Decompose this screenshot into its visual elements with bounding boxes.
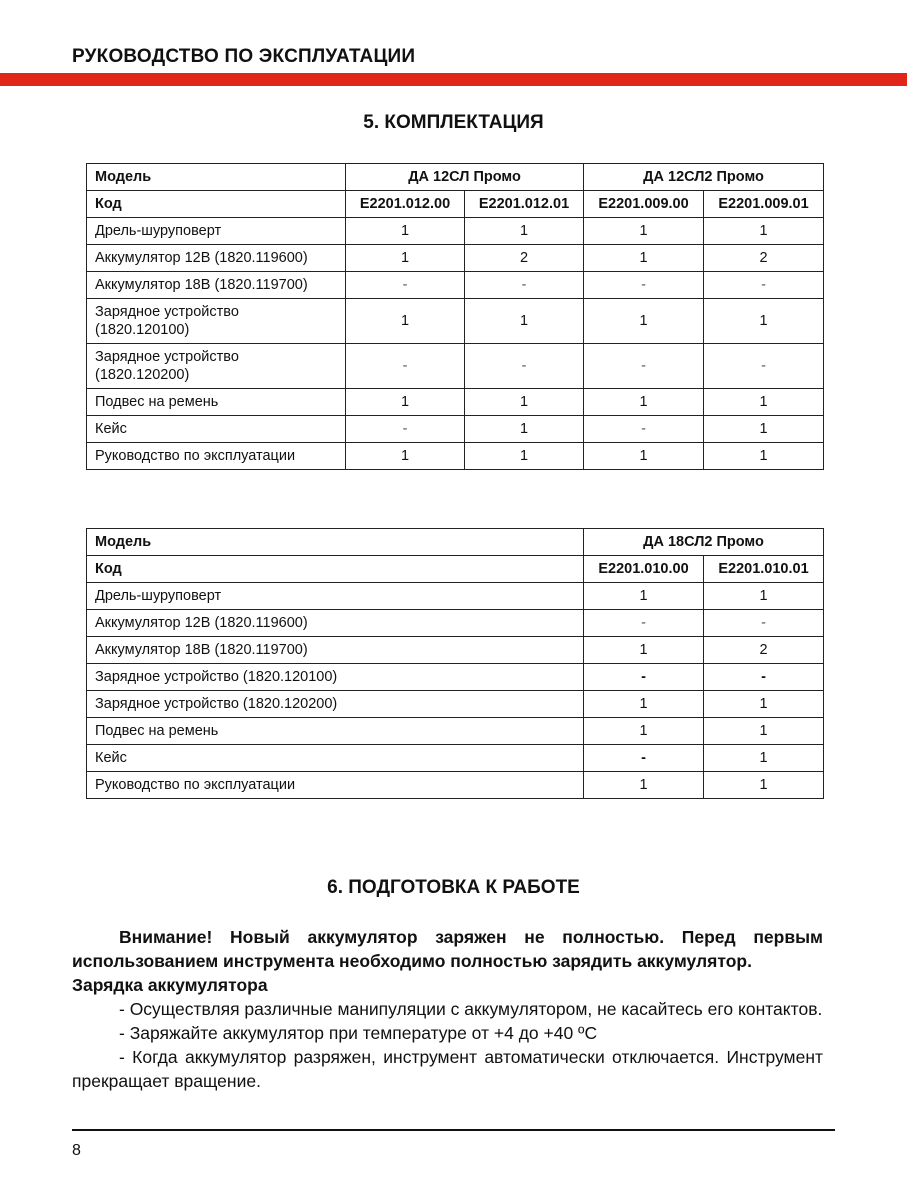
qty-cell: 1 bbox=[465, 389, 584, 416]
item-name: Зарядное устройство (1820.120100) bbox=[87, 299, 346, 344]
header-red-bar bbox=[0, 73, 907, 86]
qty-cell: 1 bbox=[346, 218, 465, 245]
qty-cell: 1 bbox=[584, 245, 704, 272]
section-5-title: 5. КОМПЛЕКТАЦИЯ bbox=[363, 112, 544, 133]
item-name: Подвес на ремень bbox=[87, 718, 584, 745]
qty-cell: - bbox=[346, 344, 465, 389]
qty-cell: 1 bbox=[704, 583, 824, 610]
item-name: Руководство по эксплуатации bbox=[87, 443, 346, 470]
table-row bbox=[87, 416, 824, 443]
qty-cell: 1 bbox=[465, 218, 584, 245]
qty-cell: - bbox=[704, 610, 824, 637]
qty-cell: - bbox=[584, 664, 704, 691]
qty-cell: - bbox=[584, 416, 704, 443]
table-row bbox=[87, 443, 824, 470]
qty-cell: 1 bbox=[584, 443, 704, 470]
item-name: Дрель-шуруповерт bbox=[87, 583, 584, 610]
item-name: Дрель-шуруповерт bbox=[87, 218, 346, 245]
table-row bbox=[87, 664, 824, 691]
table-row bbox=[87, 218, 824, 245]
qty-cell: - bbox=[584, 344, 704, 389]
qty-cell: 1 bbox=[704, 218, 824, 245]
table-row bbox=[87, 164, 824, 191]
footer-divider bbox=[72, 1129, 835, 1131]
document-header-title: РУКОВОДСТВО ПО ЭКСПЛУАТАЦИИ bbox=[72, 46, 416, 67]
qty-cell: 1 bbox=[584, 299, 704, 344]
item-name: Кейс bbox=[87, 416, 346, 443]
model-label: Модель bbox=[87, 529, 584, 556]
table-row bbox=[87, 610, 824, 637]
code-cell: E2201.009.01 bbox=[704, 191, 824, 218]
warning-paragraph: Внимание! Новый аккумулятор заряжен не полностью. Перед первым использованием инструмента необходимо полностью зарядить аккумулятор. bbox=[72, 927, 823, 971]
table-row bbox=[87, 637, 824, 664]
model-label: Модель bbox=[87, 164, 346, 191]
table-row bbox=[87, 299, 824, 344]
qty-cell: 1 bbox=[584, 389, 704, 416]
instruction-item: - Заряжайте аккумулятор при температуре от +4 до +40 ºС bbox=[119, 1023, 598, 1043]
item-name: Кейс bbox=[87, 745, 584, 772]
table-row bbox=[87, 245, 824, 272]
qty-cell: - bbox=[346, 272, 465, 299]
qty-cell: - bbox=[584, 272, 704, 299]
table-row bbox=[87, 745, 824, 772]
qty-cell: 1 bbox=[465, 443, 584, 470]
qty-cell: 1 bbox=[704, 745, 824, 772]
qty-cell: - bbox=[346, 416, 465, 443]
qty-cell: 1 bbox=[465, 416, 584, 443]
item-name: Зарядное устройство (1820.120200) bbox=[87, 344, 346, 389]
qty-cell: - bbox=[704, 664, 824, 691]
table-row bbox=[87, 556, 824, 583]
model-name: ДА 18СЛ2 Промо bbox=[584, 529, 824, 556]
qty-cell: - bbox=[704, 344, 824, 389]
table-row bbox=[87, 344, 824, 389]
table-row bbox=[87, 529, 824, 556]
item-name: Руководство по эксплуатации bbox=[87, 772, 584, 799]
qty-cell: 2 bbox=[704, 637, 824, 664]
item-name: Подвес на ремень bbox=[87, 389, 346, 416]
table-row bbox=[87, 691, 824, 718]
code-cell: E2201.009.00 bbox=[584, 191, 704, 218]
qty-cell: 1 bbox=[465, 299, 584, 344]
code-label: Код bbox=[87, 556, 584, 583]
qty-cell: 1 bbox=[704, 416, 824, 443]
instruction-item: - Когда аккумулятор разряжен, инструмент автоматически отключается. Инструмент прекращает вращение. bbox=[72, 1047, 823, 1091]
code-cell: E2201.012.01 bbox=[465, 191, 584, 218]
item-name: Аккумулятор 12В (1820.119600) bbox=[87, 610, 584, 637]
page-number: 8 bbox=[72, 1142, 81, 1159]
qty-cell: 1 bbox=[704, 718, 824, 745]
qty-cell: 1 bbox=[704, 389, 824, 416]
qty-cell: 1 bbox=[704, 772, 824, 799]
qty-cell: 1 bbox=[346, 245, 465, 272]
code-cell: E2201.012.00 bbox=[346, 191, 465, 218]
item-name: Зарядное устройство (1820.120100) bbox=[87, 664, 584, 691]
code-cell: E2201.010.00 bbox=[584, 556, 704, 583]
table-row bbox=[87, 272, 824, 299]
item-name: Аккумулятор 18В (1820.119700) bbox=[87, 272, 346, 299]
model-name: ДА 12СЛ Промо bbox=[346, 164, 584, 191]
item-name: Зарядное устройство (1820.120200) bbox=[87, 691, 584, 718]
qty-cell: 1 bbox=[584, 637, 704, 664]
qty-cell: - bbox=[704, 272, 824, 299]
qty-cell: - bbox=[584, 610, 704, 637]
qty-cell: - bbox=[465, 344, 584, 389]
item-name: Аккумулятор 12В (1820.119600) bbox=[87, 245, 346, 272]
qty-cell: 1 bbox=[346, 299, 465, 344]
item-name: Аккумулятор 18В (1820.119700) bbox=[87, 637, 584, 664]
table-row bbox=[87, 389, 824, 416]
qty-cell: 2 bbox=[465, 245, 584, 272]
table-row bbox=[87, 583, 824, 610]
section-6-title: 6. ПОДГОТОВКА К РАБОТЕ bbox=[327, 877, 580, 898]
table-row bbox=[87, 718, 824, 745]
qty-cell: 1 bbox=[584, 772, 704, 799]
equipment-table-18v bbox=[86, 528, 824, 799]
instruction-item: - Осуществляя различные манипуляции с аккумулятором, не касайтесь его контактов. bbox=[119, 999, 823, 1019]
code-cell: E2201.010.01 bbox=[704, 556, 824, 583]
qty-cell: 1 bbox=[346, 389, 465, 416]
qty-cell: 2 bbox=[704, 245, 824, 272]
qty-cell: 1 bbox=[584, 218, 704, 245]
qty-cell: 1 bbox=[584, 583, 704, 610]
qty-cell: 1 bbox=[704, 691, 824, 718]
preparation-text bbox=[72, 925, 823, 1093]
qty-cell: 1 bbox=[704, 299, 824, 344]
qty-cell: - bbox=[584, 745, 704, 772]
qty-cell: - bbox=[465, 272, 584, 299]
equipment-table-12v bbox=[86, 163, 824, 470]
qty-cell: 1 bbox=[584, 718, 704, 745]
table-row bbox=[87, 191, 824, 218]
code-label: Код bbox=[87, 191, 346, 218]
qty-cell: 1 bbox=[584, 691, 704, 718]
model-name: ДА 12СЛ2 Промо bbox=[584, 164, 824, 191]
qty-cell: 1 bbox=[704, 443, 824, 470]
qty-cell: 1 bbox=[346, 443, 465, 470]
table-row bbox=[87, 772, 824, 799]
charging-subheading: Зарядка аккумулятора bbox=[72, 975, 268, 995]
